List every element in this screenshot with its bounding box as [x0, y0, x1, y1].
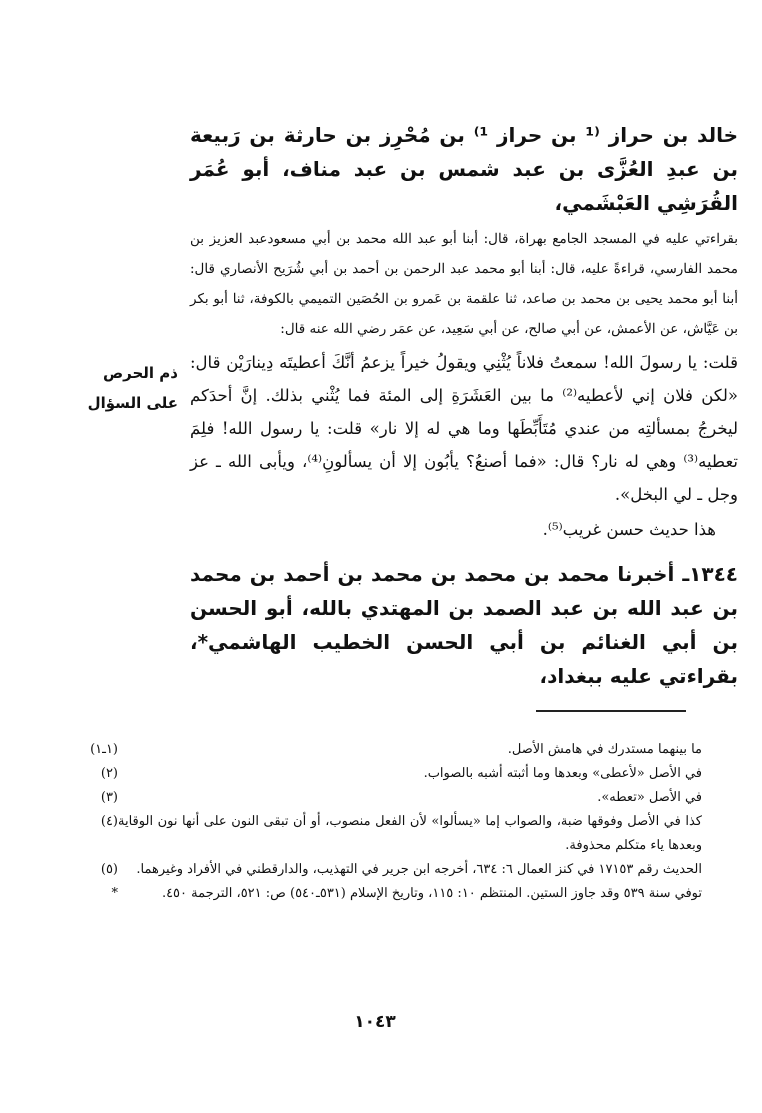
footnote-text: كذا في الأصل وفوقها ضبة، والصواب إما «يسألوا» لأن الفعل منصوب، أو أن تبقى النون على أنها نون الوقاية وبعدها ياء متكلم محذوفة.: [118, 814, 702, 853]
hadith-text: قلت: يا رسولَ الله! سمعتُ فلاناً يُثْنِي ويقولُ خيراً يزعمُ أنَّكَ أعطيتَه دِينارَيْن قال: «لكن فلان إني لأعطيه⁽²⁾ ما بين العَشَرَةِ إلى المئة فما يُثْني بذلك. إنَّ أحدَكم ليخرجُ بمسألتِه من عندي مُتَأَبِّطَها وما هي له إلا نار» قلت: يا رسول الله! فلِمَ تعطيه⁽³⁾ وهي له نار؟ قال: «فما أصنعُ؟ يأبُون إلا أن يسألونِ⁽⁴⁾، ويأبى الله ـ عز وجل ـ لي البخل».: [190, 353, 739, 504]
footnote-number: *: [111, 886, 118, 901]
main-text-block: [190, 118, 738, 693]
footnote: [74, 738, 702, 762]
footnote-text: في الأصل «لأعطى» وبعدها وما أثبته أشبه بالصواب.: [423, 766, 702, 781]
footnote: [74, 858, 702, 882]
footnote-text: الحديث رقم ١٧١٥٣ في كنز العمال ٦: ٦٣٤، أخرجه ابن جرير في التهذيب، والدارقطني في الأفراد وغيرهما.: [136, 862, 702, 877]
narrator-heading: خالد بن حراز ⁽¹ بن حراز ¹⁾ بن مُحْرِز بن حارثة بن رَبيعة بن عبدِ العُزَّى بن عبد شمس بن عبد مناف، أبو عُمَر القُرَشِي العَبْشَمي،: [190, 123, 739, 215]
page-number: ١٠٤٣: [354, 1012, 396, 1032]
hadith-grade: هذا حديث حسن غريب⁽⁵⁾.: [542, 520, 716, 539]
margin-note: [78, 358, 178, 418]
footnote-number: (٤): [100, 814, 118, 829]
footnote: [74, 786, 702, 810]
footnote-number: (٣): [100, 790, 118, 805]
footnote: [74, 762, 702, 786]
footnote-number: (٥): [100, 862, 118, 877]
footnote: [74, 882, 702, 906]
footnote-separator: [536, 710, 686, 712]
margin-note-line-1: ذم الحرص: [102, 364, 178, 382]
footnote-number: (٢): [100, 766, 118, 781]
footnote-text: في الأصل «تعطه».: [597, 790, 702, 805]
footnote-text: ما بينهما مستدرك في هامش الأصل.: [507, 742, 702, 757]
margin-note-line-2: على السؤال: [87, 394, 178, 412]
entry-heading-1344: ١٣٤٤ـ أخبرنا محمد بن محمد بن محمد بن أحمد بن محمد بن عبد الله بن عبد الصمد بن المهتدي بالله، أبو الحسن بن أبي الغنائم بن أبي الحسن الخطيب الهاشمي*، بقراءتي عليه ببغداد،: [190, 562, 738, 688]
footnote-text: توفي سنة ٥٣٩ وقد جاوز الستين. المنتظم ١٠: ١١٥، وتاريخ الإسلام (٥٣١ـ٥٤٠) ص: ٥٢١، الترجمة ٤٥٠.: [161, 886, 702, 901]
footnotes: [74, 738, 702, 906]
footnote-number: (١ـ١): [90, 742, 118, 757]
isnad-chain: بقراءتي عليه في المسجد الجامع بهراة، قال: أبنا أبو عبد الله محمد بن أبي مسعودعبد العزيز بن محمد الفارسي، قراءةً عليه، قال: أبنا أبو محمد عبد الرحمن بن أحمد بن أبي شُرَيح الأنصاري قال: أبنا أبو محمد يحيى بن محمد بن صاعد، ثنا علقمة بن عَمرو بن الحُصَين التميمي بالكوفة، ثنا أبو بكر بن عَيَّاش، عن الأعمش، عن أبي صالح، عن أبي سَعِيد، عن عمَر رضي الله عنه قال:: [190, 231, 738, 337]
footnote: [74, 810, 702, 858]
